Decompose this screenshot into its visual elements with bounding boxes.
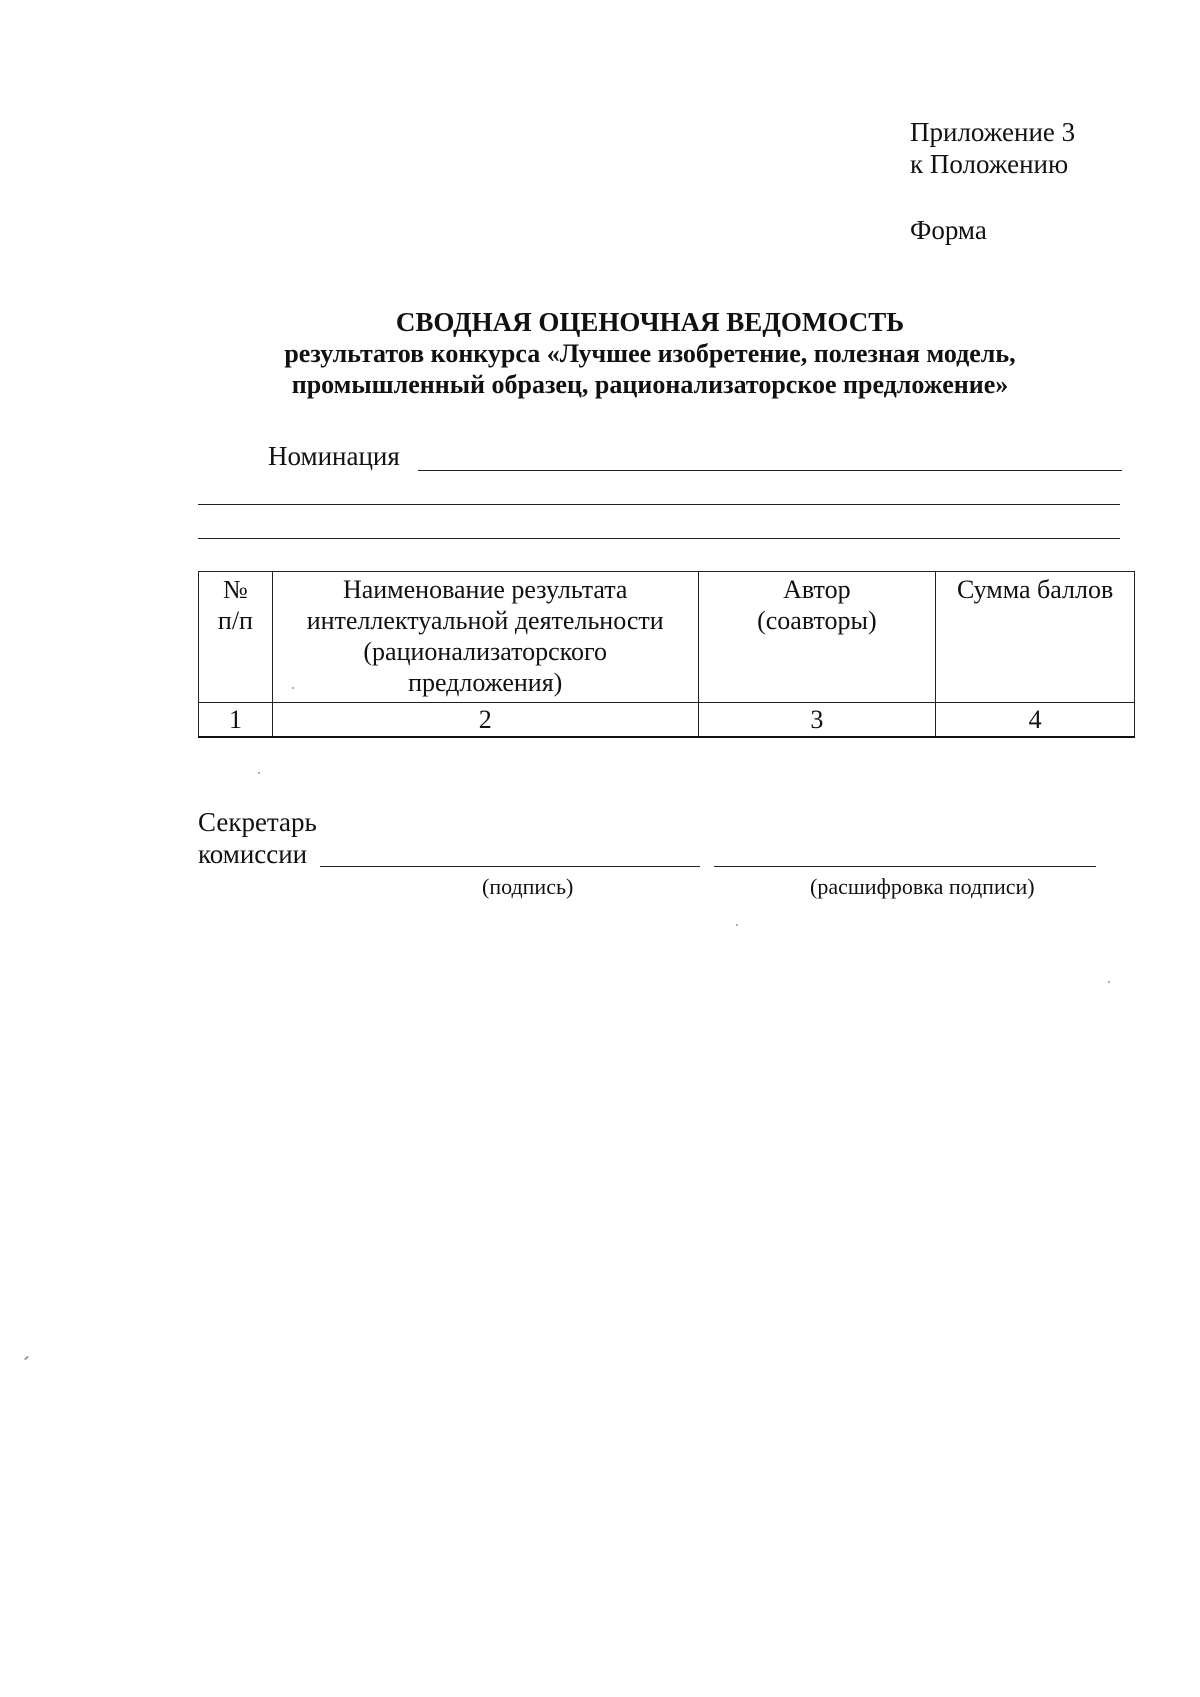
table-row: [199, 703, 1135, 738]
column-header-result-name: Наименование результата интеллектуальной деятельности (рационализаторского предложения): [272, 572, 698, 703]
document-title: [200, 307, 1100, 400]
title-subtitle-line2: промышленный образец, рационализаторское предложение»: [291, 370, 1009, 399]
secretary-signature-block: [198, 806, 317, 870]
column-header-number: № п/п: [199, 572, 273, 703]
nomination-label: Номинация: [268, 441, 400, 471]
appendix-regulation: к Положению: [910, 149, 1069, 179]
results-table: [198, 571, 1135, 738]
title-subtitle-line1: результатов конкурса «Лучшее изобретение, полезная модель,: [284, 339, 1016, 368]
column-number-2: 2: [272, 703, 698, 738]
scan-speck: [292, 687, 294, 689]
signature-decoding-line[interactable]: [714, 866, 1096, 867]
column-header-author: Автор (соавторы): [698, 572, 936, 703]
appendix-number: Приложение 3: [910, 117, 1076, 147]
column-number-4: 4: [936, 703, 1135, 738]
form-label: Форма: [910, 215, 987, 245]
secretary-role-line1: Секретарь: [198, 807, 317, 837]
signature-decoding-caption: (расшифровка подписи): [810, 874, 1035, 899]
appendix-reference: [910, 116, 1075, 180]
column-header-total-score: Сумма баллов: [936, 572, 1135, 703]
table-header-row: [199, 572, 1135, 703]
scan-speck: [1108, 981, 1110, 983]
nomination-field-line-3[interactable]: [198, 538, 1120, 539]
title-main: СВОДНАЯ ОЦЕНОЧНАЯ ВЕДОМОСТЬ: [395, 307, 905, 337]
scan-speck: [24, 1356, 29, 1361]
column-number-3: 3: [698, 703, 936, 738]
signature-line[interactable]: [320, 866, 700, 867]
scan-speck: [258, 772, 260, 774]
nomination-field-line-1[interactable]: [418, 470, 1122, 471]
secretary-role-line2: комиссии: [198, 839, 308, 869]
scan-speck: [736, 924, 738, 926]
signature-caption: (подпись): [482, 874, 574, 899]
nomination-field-line-2[interactable]: [198, 504, 1120, 505]
column-number-1: 1: [199, 703, 273, 738]
